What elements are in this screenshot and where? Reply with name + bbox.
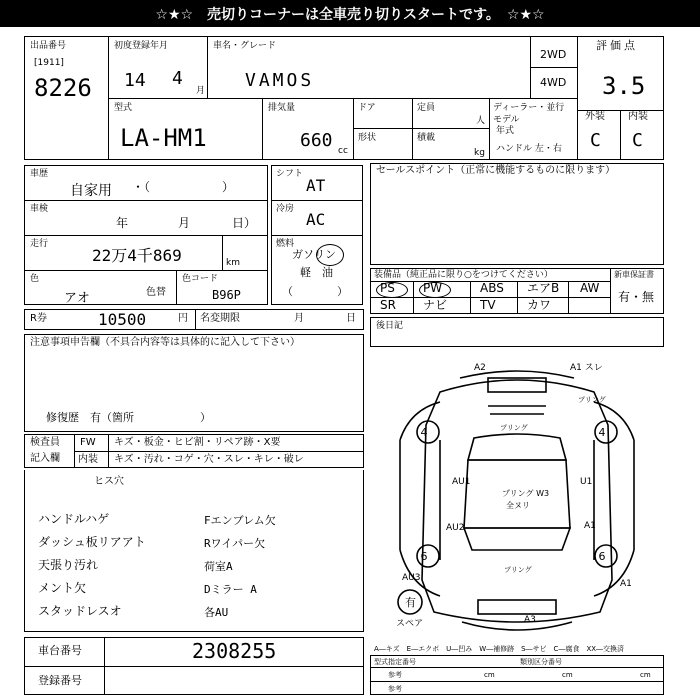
- mark-spring-3b: 全ヌリ: [506, 501, 530, 510]
- dealer-line3: 年式: [496, 126, 515, 136]
- interior-grade: C: [632, 130, 643, 151]
- mark-spring-1: プリング: [500, 424, 528, 432]
- handwritten-note-right: 荷室A: [204, 560, 233, 573]
- mark-a1-right: A1: [584, 521, 596, 531]
- inspection-day: 日）: [232, 216, 257, 230]
- mark-au2: AU2: [446, 523, 465, 533]
- new-car-warranty-value: 有・無: [618, 290, 655, 304]
- fuel-label: 燃料: [276, 239, 295, 249]
- exterior-grade: C: [590, 130, 601, 151]
- spare-value: 有: [405, 596, 416, 609]
- aircon-label: 冷房: [276, 204, 295, 214]
- handwritten-note-left: ダッシュ板リアアト: [38, 535, 146, 549]
- lot-session: [1911]: [34, 58, 64, 68]
- mark-au1: AU1: [452, 477, 471, 487]
- footer-cm-3: cm: [640, 671, 651, 679]
- sales-point-block: [370, 163, 664, 265]
- fuel-diesel: 軽 油: [300, 266, 333, 279]
- drive-4wd: 4WD: [540, 76, 567, 89]
- mark-u1: U1: [580, 477, 593, 487]
- color-change-label: 色替: [146, 287, 166, 298]
- handwritten-note-right: Fエンブレム欠: [204, 514, 276, 527]
- load-label: 積載: [417, 133, 436, 143]
- handwritten-note-right: 各AU: [204, 606, 229, 619]
- inspection-month: 月: [178, 216, 191, 230]
- fuel-gas: ガソリン: [292, 248, 336, 261]
- color-value: アオ: [64, 291, 90, 306]
- inspection-label: 車検: [30, 204, 49, 214]
- equipment-item: TV: [480, 298, 496, 312]
- footer-ref-1: 参考: [388, 671, 402, 679]
- fuel-other: （ ）: [282, 285, 348, 298]
- color-code: B96P: [212, 288, 241, 302]
- recycle-unit: 円: [178, 313, 188, 324]
- model-name: VAMOS: [245, 70, 315, 91]
- registration-number-label: 登録番号: [38, 674, 82, 687]
- equipment-item: SR: [380, 298, 396, 312]
- door-label: ドア: [358, 103, 376, 113]
- registration-year: 14: [124, 70, 146, 91]
- handwritten-note-left: メント欠: [38, 581, 87, 595]
- handwritten-note-left: ハンドルハゲ: [38, 512, 110, 526]
- spare-label: スペア: [396, 619, 424, 629]
- mark-spring-2: プリング: [578, 396, 606, 404]
- mileage-unit: km: [226, 258, 240, 268]
- name-change-day: 日: [346, 313, 356, 324]
- name-change-label: 名変期限: [200, 313, 240, 324]
- usage-value: 自家用: [70, 183, 112, 199]
- inspection-year: 年: [116, 216, 129, 230]
- shift-value: AT: [306, 176, 326, 195]
- notes-label: 注意事項申告欄（不具合内容等は具体的に記入して下さい）: [30, 337, 300, 348]
- dealer-line4: ハンドル 左・右: [496, 144, 562, 154]
- equipment-item: エアB: [527, 281, 560, 295]
- load-unit: kg: [474, 148, 485, 158]
- engine-value: 660: [300, 130, 333, 151]
- handwritten-note-left: スタッドレスオ: [38, 604, 122, 618]
- dealer-line1: ディーラー・並行: [493, 103, 565, 113]
- mark-a1-sure: A1 スレ: [570, 363, 603, 373]
- equipment-label: 装備品（純正品に限り○をつけてください）: [374, 270, 553, 280]
- mark-a3: A3: [524, 615, 536, 625]
- sales-point-label: セールスポイント（正常に機能するものに限ります）: [376, 165, 616, 176]
- registration-label: 初度登録年月: [114, 41, 169, 51]
- registration-month: 4: [172, 68, 183, 89]
- score-label: 評価点: [596, 39, 638, 52]
- recycle-value: 10500: [98, 310, 147, 329]
- mark-au3: AU3: [402, 573, 421, 583]
- model-type: LA-HM1: [120, 124, 207, 152]
- inspector-label-2: 記入欄: [30, 453, 60, 464]
- handwritten-note-left: 天張り汚れ: [38, 558, 99, 572]
- footer-class-number: 類別区分番号: [520, 658, 562, 666]
- wheel-fr: 4: [598, 426, 606, 439]
- name-change-month: 月: [294, 313, 304, 324]
- fw-items: キズ・板金・ヒビ割・リペア跡・X要: [114, 437, 281, 448]
- interior-label: 内装: [628, 111, 648, 122]
- mileage-label: 走行: [30, 239, 49, 249]
- rear-block: [370, 317, 664, 347]
- damage-legend: A―キズ E―エクボ U―凹み W―補修跡 S―サビ C―腐食 XX―交換済: [374, 645, 625, 653]
- equipment-item: ABS: [480, 281, 504, 295]
- score-value: 3.5: [602, 72, 646, 100]
- mark-a2: A2: [474, 363, 486, 373]
- wheel-fl: 4: [420, 426, 428, 439]
- engine-unit: cc: [338, 146, 348, 156]
- handwritten-note-right: Dミラー A: [204, 583, 257, 596]
- wheel-rl: 6: [420, 550, 428, 563]
- equipment-item: PW: [423, 281, 443, 295]
- lot-label: 出品番号: [30, 41, 67, 51]
- usage-label: 車歴: [30, 169, 49, 179]
- equipment-item: カワ: [527, 298, 552, 312]
- shift-label: シフト: [276, 169, 304, 179]
- banner: ☆★☆ 売切りコーナーは全車売り切りスタートです。 ☆★☆: [0, 0, 700, 27]
- fw-label: FW: [80, 437, 96, 448]
- car-diagram: [370, 350, 664, 640]
- engine-label: 排気量: [268, 103, 296, 113]
- aircon-value: AC: [306, 210, 326, 229]
- recycle-label: R券: [30, 313, 47, 324]
- shape-label: 形状: [358, 133, 377, 143]
- footer-cm-2: cm: [562, 671, 573, 679]
- recycle-block: [24, 309, 364, 330]
- inspector-label-1: 検査員: [30, 437, 60, 448]
- color-label: 色: [30, 274, 40, 284]
- footer-ref-2: 参考: [388, 685, 402, 693]
- drive-2wd: 2WD: [540, 48, 567, 61]
- exterior-label: 外装: [585, 111, 605, 122]
- chassis-value: 2308255: [192, 639, 277, 663]
- rear-label: 後日記: [376, 321, 404, 331]
- equipment-item: PS: [380, 281, 395, 295]
- interior-field-label: 内装: [78, 454, 98, 465]
- new-car-warranty-label: 新車保証書: [614, 270, 654, 279]
- equipment-circle-mark: [376, 282, 408, 298]
- mark-a1-rear: A1: [620, 579, 632, 589]
- handwritten-under: ヒス穴: [94, 476, 124, 487]
- month-unit: 月: [196, 86, 206, 96]
- capacity-unit: 人: [476, 116, 486, 126]
- equipment-circle-mark: [419, 282, 451, 298]
- capacity-label: 定員: [417, 103, 436, 113]
- interior-items: キズ・汚れ・コゲ・穴・スレ・キレ・破レ: [114, 454, 304, 465]
- usage-suffix: ・（ ）: [132, 180, 235, 194]
- color-code-label: 色コード: [182, 274, 219, 284]
- handwritten-note-right: Rワイパー欠: [204, 537, 266, 550]
- mark-spring-3: プリング W3: [502, 489, 550, 498]
- repair-history: 修復歴 有（箇所 ）: [46, 411, 211, 424]
- fuel-gas-circle: [316, 244, 344, 266]
- mileage-value: 22万4千869: [92, 246, 182, 265]
- type-label: 型式: [114, 103, 133, 113]
- equipment-item: AW: [580, 281, 600, 295]
- footer-cm-1: cm: [484, 671, 495, 679]
- footer-model-number: 型式指定番号: [374, 658, 416, 666]
- mark-spring-4: プリング: [504, 566, 532, 574]
- lot-number: 8226: [34, 74, 92, 102]
- dealer-line2: モデル: [493, 115, 520, 125]
- wheel-rr: 6: [598, 550, 606, 563]
- equipment-item: ナビ: [423, 298, 448, 312]
- name-label: 車名・グレード: [213, 41, 277, 51]
- chassis-label: 車台番号: [38, 644, 82, 657]
